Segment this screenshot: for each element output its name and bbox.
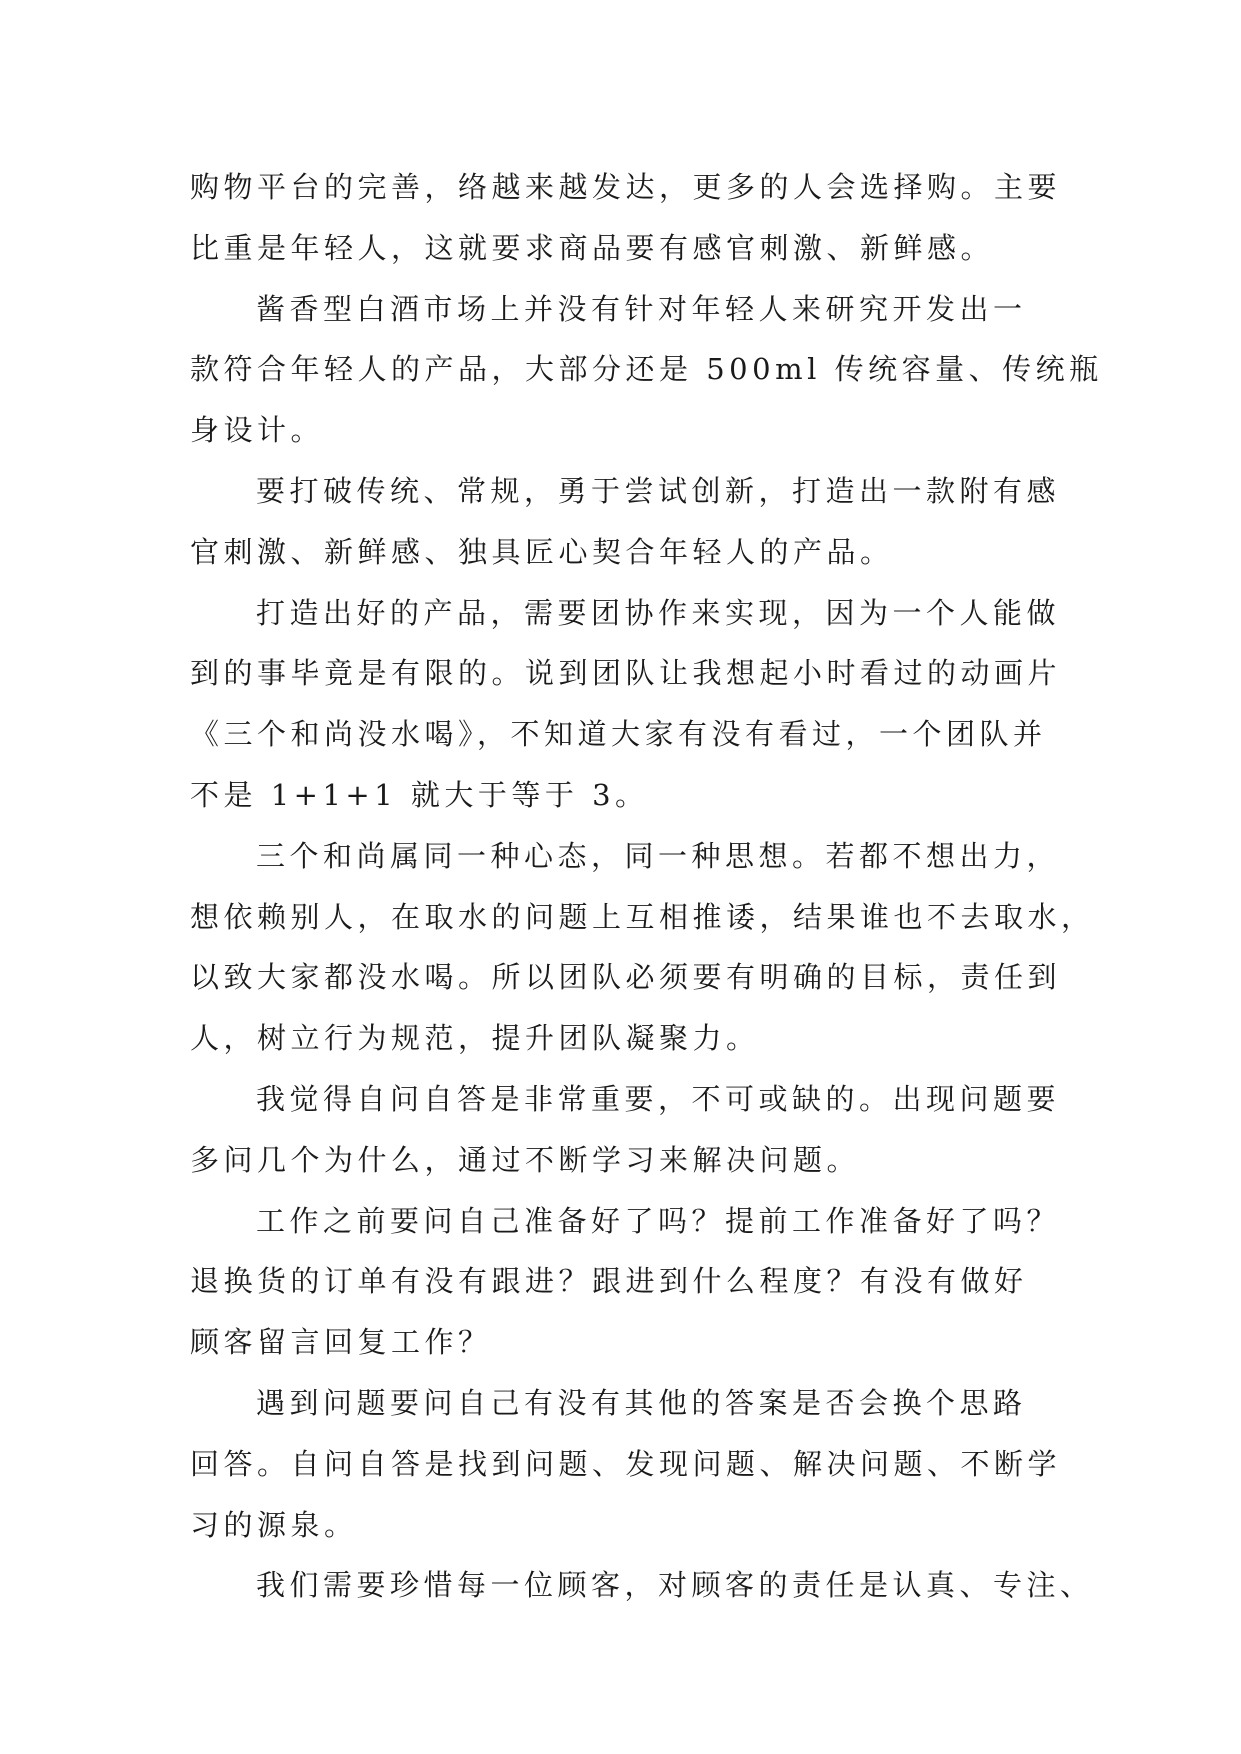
text-line: 多问几个为什么，通过不断学习来解决问题。 [190,1142,861,1177]
body-text [190,157,1103,1616]
text-line: 购物平台的完善，络越来越发达，更多的人会选择购。主要 [190,170,1062,204]
text-line: 要打破传统、常规，勇于尝试创新，打造出一款附有感 [256,473,1061,508]
text-line: 我们需要珍惜每一位顾客，对顾客的责任是认真、专注、 [256,1568,1094,1603]
text-line: 遇到问题要问自己有没有其他的答案是否会换个思路 [256,1385,1027,1420]
text-line: 退换货的订单有没有跟进？跟进到什么程度？有没有做好 [190,1264,1028,1299]
text-line: 酱香型白酒市场上并没有针对年轻人来研究开发出一 [256,291,1027,326]
text-line: 官刺激、新鲜感、独具匠心契合年轻人的产品。 [190,534,894,569]
text-line: 人，树立行为规范，提升团队凝聚力。 [190,1021,760,1056]
text-line: 以致大家都没水喝。所以团队必须要有明确的目标，责任到 [190,960,1062,995]
text-line: 习的源泉。 [190,1507,358,1542]
text-line: 到的事毕竟是有限的。说到团队让我想起小时看过的动画片 [190,656,1062,691]
text-line: 身设计。 [190,413,325,448]
text-line: 打造出好的产品，需要团协作来实现，因为一个人能做 [256,595,1061,630]
text-line: 回答。自问自答是找到问题、发现问题、解决问题、不断学 [190,1446,1062,1481]
text-line: 不是 1+1+1 就大于等于 3。 [190,777,649,812]
text-line: 三个和尚属同一种心态，同一种思想。若都不想出力， [256,838,1061,873]
text-line: 《三个和尚没水喝》，不知道大家有没有看过，一个团队并 [190,717,1047,752]
text-line: 工作之前要问自己准备好了吗？提前工作准备好了吗？ [256,1203,1061,1238]
text-line: 比重是年轻人，这就要求商品要有感官刺激、新鲜感。 [190,230,995,265]
text-line: 款符合年轻人的产品，大部分还是 500ml 传统容量、传统瓶 [190,352,1103,387]
text-line: 想依赖别人，在取水的问题上互相推诿，结果谁也不去取水， [190,899,1095,934]
text-line: 我觉得自问自答是非常重要，不可或缺的。出现问题要 [256,1081,1061,1116]
text-line: 顾客留言回复工作？ [190,1325,492,1360]
